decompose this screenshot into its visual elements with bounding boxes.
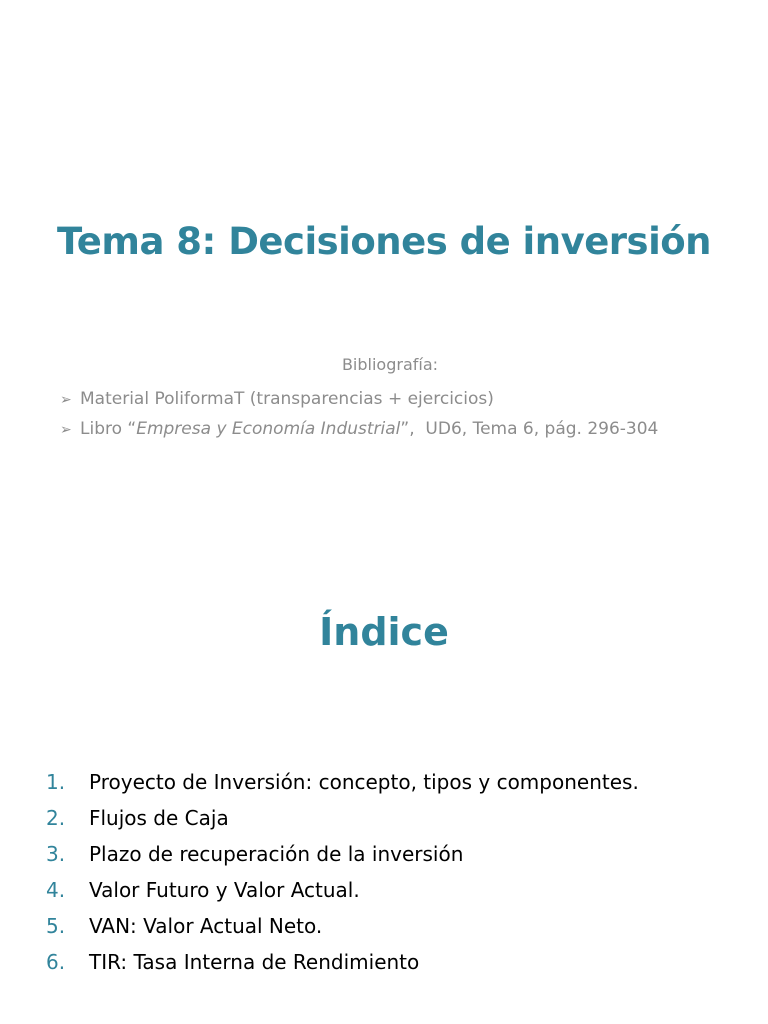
index-title: Índice xyxy=(319,610,449,654)
index-item-number: 5. xyxy=(46,914,66,938)
index-item xyxy=(46,944,639,980)
index-item xyxy=(46,836,639,872)
index-item xyxy=(46,764,639,800)
page-title: Tema 8: Decisiones de inversión xyxy=(56,220,712,263)
index-item-text: VAN: Valor Actual Neto. xyxy=(89,914,323,938)
book-title: Empresa y Economía Industrial xyxy=(136,419,401,439)
index-item-number: 6. xyxy=(46,950,66,974)
arrow-bullet-icon: ➢ xyxy=(60,422,72,438)
index-item-number: 3. xyxy=(46,842,66,866)
index-item-number: 2. xyxy=(46,806,66,830)
bibliography-item xyxy=(60,384,658,414)
arrow-bullet-icon: ➢ xyxy=(60,392,72,408)
index-item-text: Proyecto de Inversión: concepto, tipos y componentes. xyxy=(89,770,639,794)
bibliography-list xyxy=(60,384,658,444)
index-item-text: TIR: Tasa Interna de Rendimiento xyxy=(89,950,420,974)
index-item xyxy=(46,908,639,944)
index-list xyxy=(46,764,639,980)
bibliography-item xyxy=(60,414,658,444)
index-item-number: 1. xyxy=(46,770,66,794)
index-item-text: Plazo de recuperación de la inversión xyxy=(89,842,464,866)
bibliography-item-suffix: ”, UD6, Tema 6, pág. 296-304 xyxy=(400,419,659,439)
index-item xyxy=(46,800,639,836)
index-item-text: Flujos de Caja xyxy=(89,806,229,830)
bibliography-item-text: Material PoliformaT (transparencias + ejercicios) xyxy=(80,389,494,409)
bibliography-heading: Bibliografía: xyxy=(341,355,439,374)
index-item xyxy=(46,872,639,908)
index-item-number: 4. xyxy=(46,878,66,902)
bibliography-item-prefix: Libro “ xyxy=(80,419,137,439)
index-item-text: Valor Futuro y Valor Actual. xyxy=(89,878,360,902)
